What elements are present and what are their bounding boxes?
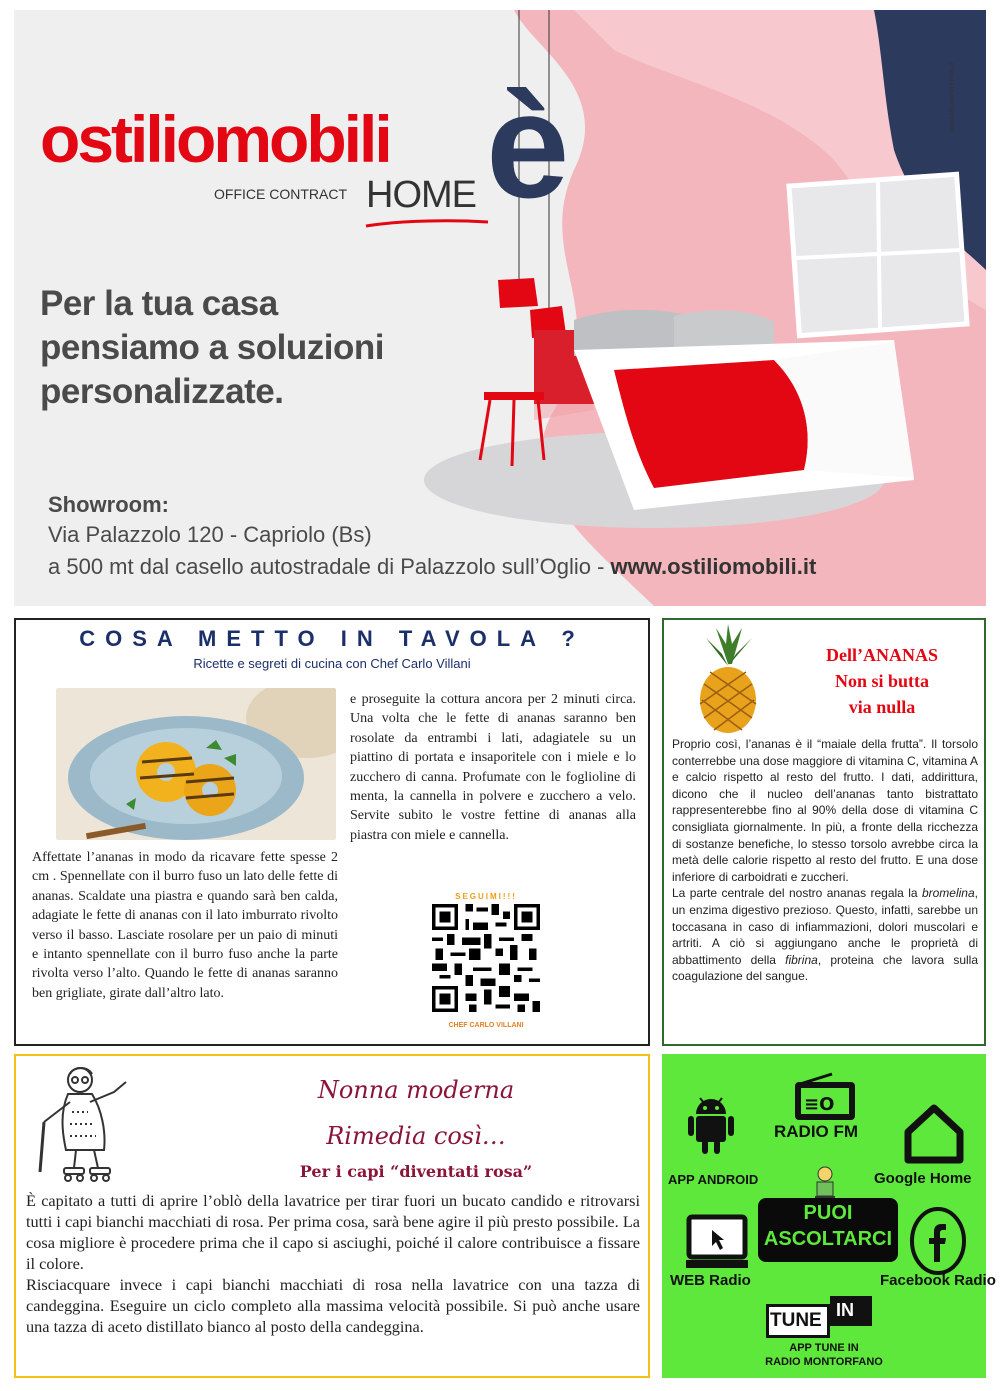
radio-icon [792,1072,858,1122]
nonna-text [26,1190,640,1337]
web-radio-monitor-icon[interactable] [686,1214,748,1274]
ad-headline: Per la tua casa pensiamo a soluzioni personalizzate. [40,284,384,411]
pineapple-icon [686,624,770,734]
ananas-text [672,736,978,985]
ostiliomobili-advertisement [14,10,986,606]
web-radio-label: WEB Radio [670,1272,751,1289]
nonna-title: Nonna moderna [317,1076,515,1104]
home-underline-swoosh [364,218,490,228]
recipe-title: COSA METTO IN TAVOLA ? [79,626,585,651]
qr-code-icon[interactable] [432,904,540,1012]
ananas-paragraph-1: Proprio così, l’ananas è il “maiale della frutta”. Il torsolo conterrebbe una dose maggiore di vitamina C, vitamina A e calcio rispetto al resto del frutto. I dati, addirittura, dicono che il nucleo dell’ananas tanto bistrattato rappresenterebbe fino al 90% della dose di vitamina C consigliata giornalmente. In più, a fronte della ricchezza di sostanze benefiche, lo stesso torsolo avrebbe circa la metà delle calorie rispetto al resto del frutto. E una dose inferiore di carboidrati e zuccheri. [672,737,978,884]
app-android-label: APP ANDROID [668,1172,759,1187]
radio-montorfano-ad [662,1054,996,1378]
nonna-section [14,1054,650,1378]
chef-qr-block [426,892,546,1038]
facebook-radio-label: Facebook Radio [880,1272,996,1289]
showroom-distance: a 500 mt dal casello autostradale di Palazzolo sull’Oglio - www.ostiliomobili.it [48,554,817,579]
ananas-title: Dell’ANANAS Non si butta via nulla [826,645,938,717]
nonna-paragraph-2: Risciacquare invece i capi bianchi macchiati di rosa nella lavatrice con una tazza di candeggina. Eseguire un ciclo completo alla massima velocità possibile. Si può anche usare una tazza di aceto distillato bianco al posto della candeggina. [26,1275,640,1336]
home-label: HOME [366,174,476,216]
facebook-icon[interactable] [908,1206,968,1276]
puoi-label: PUOI [803,1202,853,1224]
grilled-pineapple-photo [56,688,336,840]
office-contract-label: OFFICE CONTRACT [214,186,347,202]
showroom-label: Showroom: [48,492,169,517]
android-icon[interactable] [686,1094,736,1158]
ananas-section [662,618,986,1046]
radio-fm-label: RADIO FM [774,1122,859,1141]
ananas-paragraph-2: La parte centrale del nostro ananas regala la bromelina, un enzima digestivo prezioso. Questo, infatti, sarebbe un toccasana in caso di infiammazioni, dolori muscolari e artriti. A ciò si aggiungano anche le proprietà di abbattimento della fibrina, proteina che lavora sulla coagulazione del sangue. [672,886,978,984]
showroom-address: Via Palazzolo 120 - Capriolo (Bs) [48,522,372,547]
grandma-roller-skating-icon [30,1062,140,1188]
google-home-icon[interactable] [902,1102,966,1164]
in-label: IN [836,1300,854,1320]
artist-signature: IMMA DELMONTEITAN.IT [950,61,956,132]
website-link[interactable]: www.ostiliomobili.it [610,554,817,579]
recipe-subtitle: Ricette e segreti di cucina con Chef Carlo Villani [193,656,471,671]
nonna-title-remedy: Rimedia così… [326,1122,506,1150]
recipe-section [14,618,650,1046]
tunein-logo[interactable] [766,1296,872,1340]
brand-logo: ostiliomobili [40,102,390,176]
nonna-paragraph-1: È capitato a tutti di aprire l’oblò della lavatrice per tirar fuori un bucato candido e ritrovarsi tutti i capi bianchi macchiati di rosa. Per prima cosa, sarà bene agire il più presto possibile. La cosa migliore è procedere prima che il capo si asciughi, poiché il calore contribuisce a fissare il colore. [26,1191,640,1273]
tune-label: TUNE [770,1310,822,1331]
brand-logo-e: è [486,61,570,229]
qr-chef-name: CHEF CARLO VILLANI [448,1022,524,1029]
svg-text:≡O: ≡O [804,1094,835,1115]
mascot-icon [812,1166,838,1202]
nonna-subtitle: Per i capi “diventati rosa” [299,1162,533,1181]
radio-montorfano-label: RADIO MONTORFANO [765,1356,883,1368]
recipe-text-left: Affettate l’ananas in modo da ricavare fette spesse 2 cm . Spennellate con il burro fuso un lato delle fette di ananas. Scaldate una piastra e quando sarà ben calda, adagiate le fette di ananas con il lato imburrato rivolto verso il basso. Lasciate rosolare per un paio di minuti e intanto spennellate con il burro fuso anche la parte rivolta verso l’alto. Quando le fette di ananas saranno ben grigliate, girate dall’altro lato. [32,850,338,1001]
recipe-text-right: e proseguite la cottura ancora per 2 minuti circa. Una volta che le fette di ananas saranno ben rosolate da entrambi i lati, adagiatele su un piattino di portata e insaporitele con i miele e lo zucchero di canna. Profumate con le foglioline di menta, la cannella in polvere e zucchero a velo. Servite subito le vostre fettine di ananas alla piastra con miele e cannella. [350,692,636,843]
google-home-label: Google Home [874,1170,972,1187]
app-tune-in-label: APP TUNE IN [789,1342,859,1354]
ascoltarci-label: ASCOLTARCI [763,1228,893,1250]
qr-follow-label: SEGUIMI!!! [455,892,517,901]
